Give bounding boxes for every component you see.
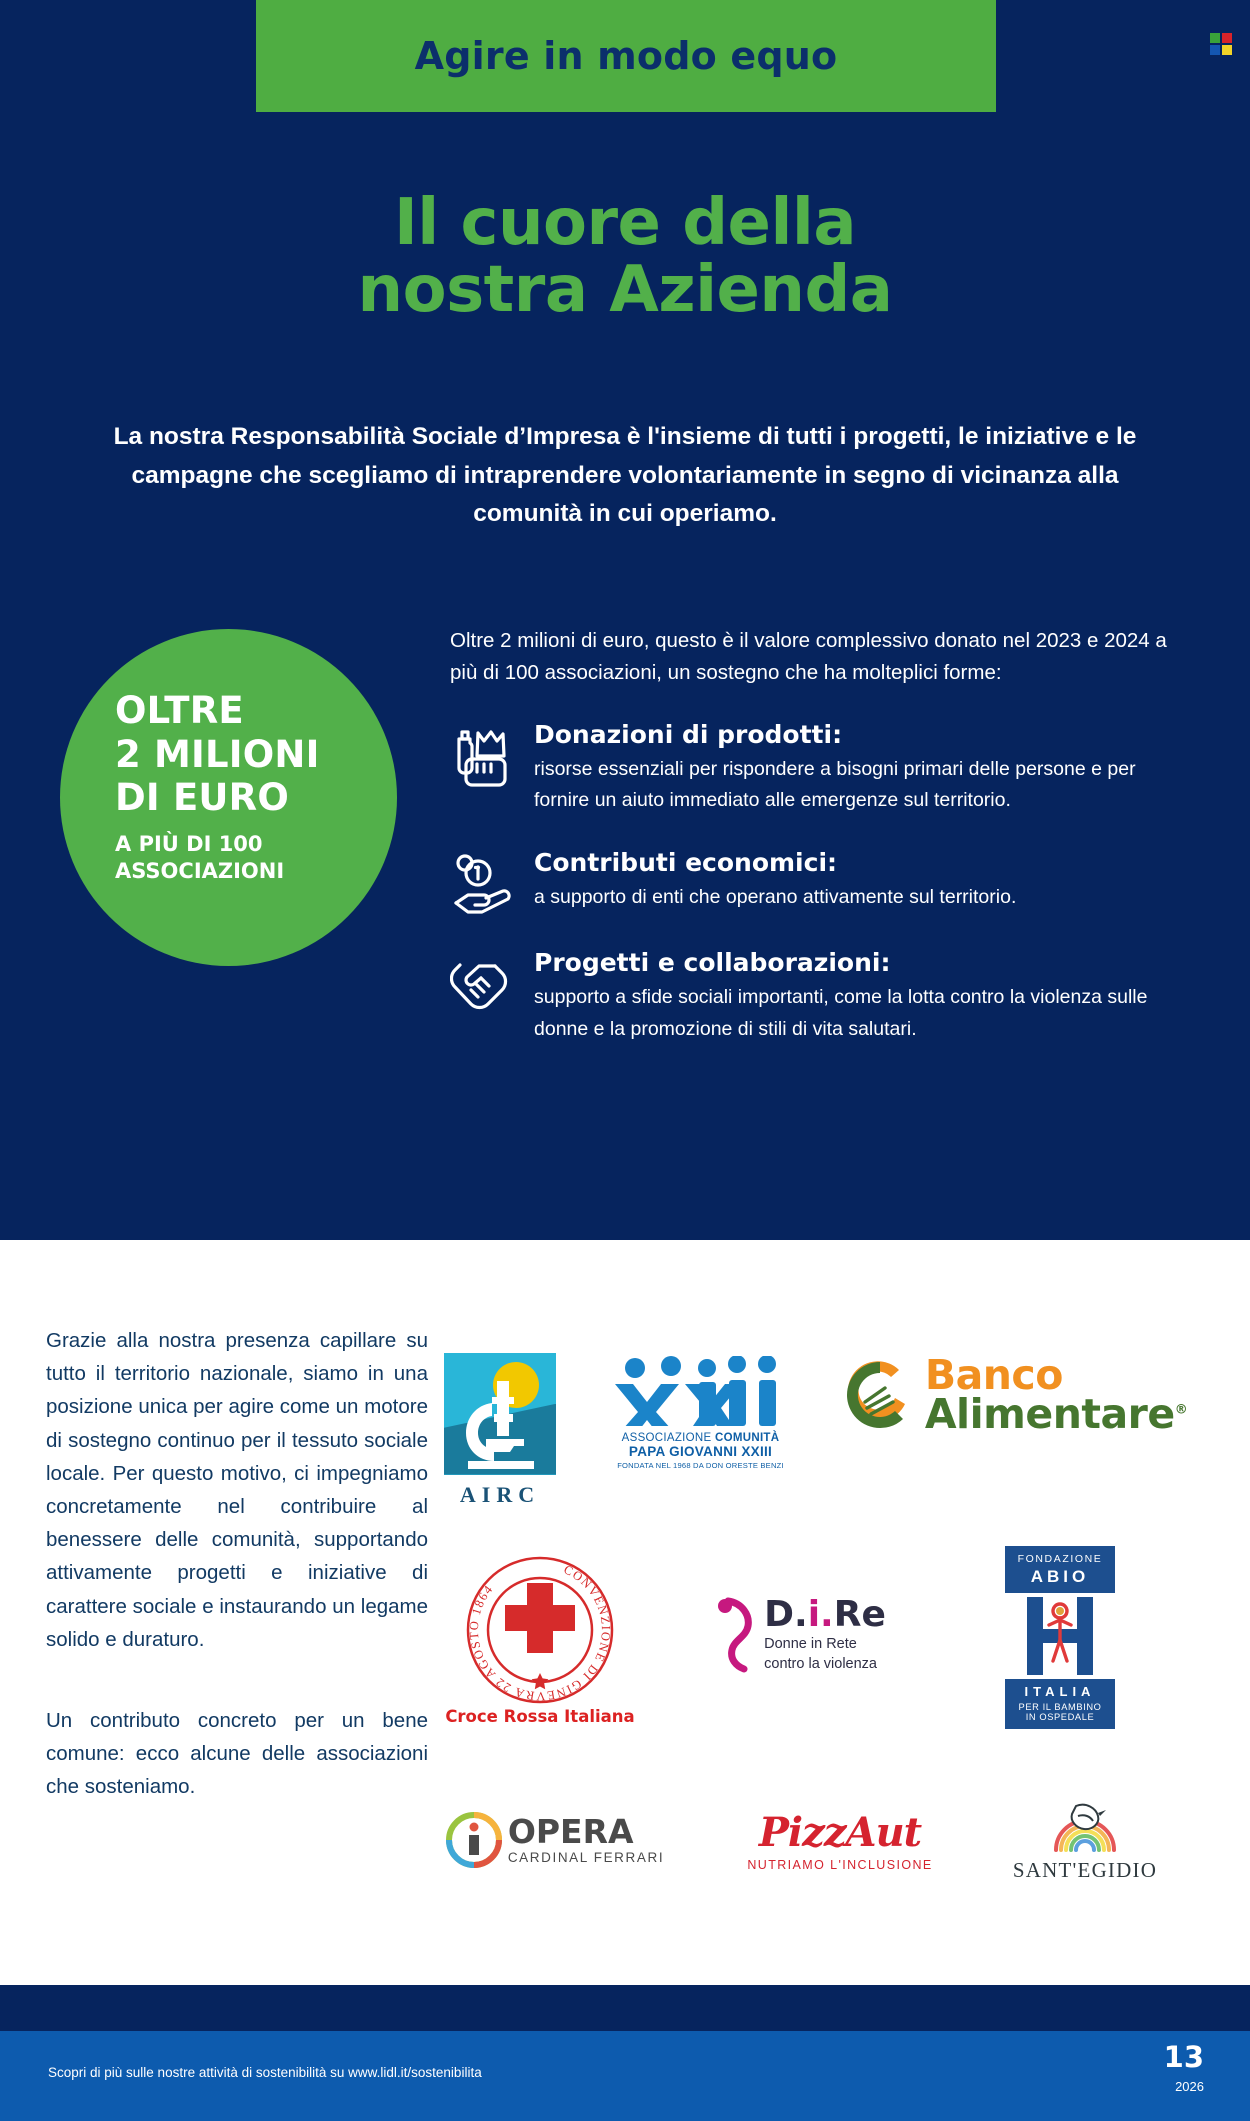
features-lead: Oltre 2 milioni di euro, questo è il valore complessivo donato nel 2023 e 2024 a più di 100 associazioni, un sostegno che ha molteplici forme: (450, 629, 1167, 684)
pizzaut-wordmark: PizzAut (758, 1809, 922, 1856)
banco-word-2-text: Alimentare (924, 1390, 1175, 1438)
santegidio-wordmark: SANT'EGIDIO (1012, 1857, 1158, 1882)
airc-wordmark: AIRC (459, 1481, 541, 1507)
banco-word-1: Banco (924, 1351, 1063, 1400)
red-cross-emblem-icon (465, 1555, 615, 1705)
footer-note: Scopri di più sulle nostre attività di sostenibilità su www.lidl.it/sostenibilita (48, 2065, 482, 2080)
dire-ribbon-icon (714, 1597, 758, 1673)
feature-body (534, 719, 1180, 817)
badge-subtitle (115, 831, 397, 886)
partners-copy (46, 1324, 428, 1804)
banco-wordmark (924, 1351, 1188, 1438)
xxiii-line-2: PAPA GIOVANNI XXIII (628, 1444, 773, 1459)
footer-page-block (1163, 2040, 1204, 2094)
dire-word-d: D. (764, 1593, 808, 1635)
logo-papa-giovanni-xxiii (593, 1338, 808, 1488)
feature-progetti-e-collaborazioni (450, 947, 1180, 1045)
xxiii-people-icon (611, 1356, 791, 1426)
dire-word (764, 1593, 886, 1635)
badge-line-2: 2 MILIONI (115, 732, 320, 776)
xxiii-line-3: FONDATA NEL 1968 DA DON ORESTE BENZI (617, 1461, 784, 1470)
feature-title: Donazioni di prodotti: (534, 719, 843, 749)
features-column (450, 625, 1180, 1045)
badge-sub-1: A PIÙ DI 100 (115, 831, 263, 856)
pizzaut-tagline: NUTRIAMO L'INCLUSIONE (747, 1858, 933, 1872)
feature-body (534, 947, 1180, 1045)
partners-paragraph-2: Un contributo concreto per un bene comune: ecco alcune delle associazioni che sosteniamo. (46, 1709, 428, 1799)
microscope-icon (456, 1379, 544, 1471)
headline-line-1: Il cuore della (393, 186, 857, 260)
abio-child-hospital-icon (1005, 1593, 1115, 1679)
logo-croce-rossa-italiana (425, 1545, 655, 1735)
footer-year: 2026 (1175, 2079, 1204, 2094)
badge-sub-2: ASSOCIAZIONI (115, 859, 285, 884)
dire-word-re: Re (833, 1593, 886, 1635)
xxiii-line-1 (622, 1432, 780, 1444)
logo-santegidio (985, 1785, 1185, 1895)
abio-top-line-2: ABIO (1030, 1567, 1090, 1586)
dire-word-i: i. (807, 1593, 834, 1635)
abio-top-line-1: FONDAZIONE (1017, 1553, 1103, 1565)
abio-bottom-line-1: ITALIA (1024, 1684, 1096, 1699)
page-number: 13 (1163, 2040, 1204, 2074)
svg-text:CONVENZIONE DI GINEVRA 22 AGOS: CONVENZIONE DI GINEVRA 22 AGOSTO 1864 (466, 1561, 614, 1703)
banco-alimentare-emblem-icon (843, 1358, 917, 1432)
feature-title: Contributi economici: (534, 847, 838, 877)
banco-word-2 (924, 1390, 1188, 1438)
xxiii-line-1-light: ASSOCIAZIONE (621, 1432, 715, 1444)
abio-bottom-line-3: IN OSPEDALE (1025, 1712, 1095, 1722)
feature-donazioni-di-prodotti (450, 719, 1180, 817)
dire-sub-1: Donne in Rete (764, 1635, 857, 1652)
feature-title: Progetti e collaborazioni: (534, 947, 891, 977)
feature-text: a supporto di enti che operano attivamente sul territorio. (534, 886, 1017, 909)
feature-text: risorse essenziali per rispondere a bisogni primari delle persone e per fornire un aiuto immediato alle emergenze sul territorio. (534, 758, 1136, 812)
partner-logo-grid (415, 1290, 1215, 1950)
croce-rossa-caption: Croce Rossa Italiana (445, 1706, 635, 1726)
logo-airc (435, 1350, 565, 1510)
logo-pizzaut (725, 1795, 955, 1890)
abio-bottom-band (1005, 1679, 1115, 1729)
opera-wordmark (507, 1812, 665, 1865)
intro-paragraph: La nostra Responsabilità Sociale d’Impresa è l'insieme di tutti i progetti, le iniziative e le campagne che scegliamo di intraprendere volontariamente in segno di vicinanza alla comunità in cui operiamo. (113, 423, 1137, 528)
logo-dire (680, 1580, 920, 1690)
badge-line-1: OLTRE (115, 689, 244, 732)
feature-body (534, 847, 1180, 914)
partners-paragraph-1: Grazie alla nostra presenza capillare su tutto il territorio nazionale, siamo in una posizione unica per agire come un motore di sostegno continuo per il tessuto sociale locale. Per questo motivo, ci impegniamo concretamente nel contribuire al benessere delle comunità, supportando attivamente progetti e iniziative di carattere sociale e instaurando un legame solido e duraturo. (46, 1329, 428, 1651)
footer-navy-bar (0, 1985, 1250, 2031)
donation-badge (60, 629, 397, 966)
opera-word-2: CARDINAL FERRARI (507, 1850, 665, 1865)
badge-amount (115, 689, 397, 820)
xxiii-line-1-bold: COMUNITÀ (715, 1432, 780, 1444)
windows-logo-icon (1210, 33, 1232, 55)
feature-contributi-economici (450, 847, 1180, 917)
section-title-band (256, 0, 996, 112)
handshake-icon (450, 947, 522, 1017)
feature-text: supporto a sfide sociali importanti, come la lotta contro la violenza sulle donne e la promozione di stili di vita salutari. (534, 986, 1148, 1040)
dire-sub-2: contro la violenza (764, 1656, 877, 1672)
abio-emblem (1005, 1546, 1115, 1729)
logo-opera-cardinal-ferrari (425, 1795, 685, 1885)
page-headline (0, 186, 1250, 328)
abio-top-band (1005, 1546, 1115, 1593)
dove-rainbow-icon (1042, 1798, 1128, 1856)
headline-line-2: nostra Azienda (357, 253, 893, 328)
abio-figure-area (1005, 1593, 1115, 1679)
partners-section (0, 1240, 1250, 1985)
opera-word-1: OPERA (507, 1812, 634, 1851)
grocery-bag-icon (450, 719, 522, 789)
section-title: Agire in modo equo (414, 34, 838, 78)
dire-wordmark (764, 1593, 886, 1673)
logo-banco-alimentare (845, 1340, 1188, 1450)
hand-with-coin-icon (450, 847, 522, 917)
abio-bottom-line-2: PER IL BAMBINO (1018, 1702, 1102, 1712)
logo-fondazione-abio (985, 1505, 1135, 1770)
banco-registered-mark: ® (1174, 1402, 1188, 1418)
opera-circle-icon (446, 1812, 502, 1868)
badge-line-3: DI EURO (115, 776, 290, 820)
airc-emblem-icon (444, 1353, 556, 1475)
